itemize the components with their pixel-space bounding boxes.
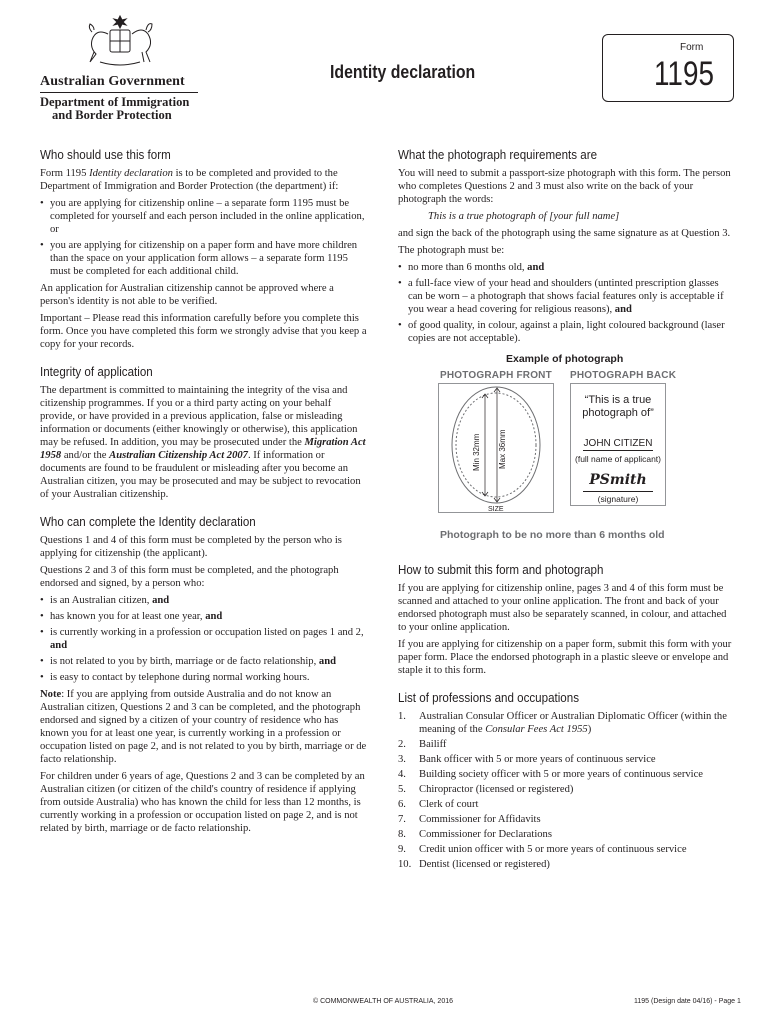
list-item: • is not related to you by birth, marriage or de facto relationship, and (40, 655, 368, 668)
photo-age-note: Photograph to be no more than 6 months old (440, 529, 665, 541)
document-title: Identity declaration (330, 62, 476, 82)
list-item: • a full-face view of your head and shoulders (untinted prescription glasses can be worn – a photograph that shows facial features only is acceptable if you wear a head covering for religious reasons), and (398, 277, 732, 316)
photo-example (398, 353, 732, 549)
size-label: SIZE (488, 506, 504, 513)
who-heading: Who should use this form (40, 148, 171, 162)
back-name-caption: (full name of applicant) (575, 454, 661, 464)
list-item: • is easy to contact by telephone during normal working hours. (40, 671, 368, 684)
list-item: 8. Commissioner for Declarations (398, 829, 552, 840)
list-item: 9. Credit union officer with 5 or more years of continuous service (398, 844, 687, 855)
max-size-label: Max 36mm (498, 429, 507, 469)
photo-req-para-3: The photograph must be: (398, 245, 505, 256)
list-item: • you are applying for citizenship on a paper form and have more children than the space on your application form allows – a separate form 1195 must be completed for each additional child. (40, 239, 368, 278)
department-line-2: and Border Protection (52, 108, 172, 122)
min-size-label: Min 32mm (472, 433, 481, 471)
list-item: • you are applying for citizenship online – a separate form 1195 must be completed for yourself and each person included in the online application, or (40, 197, 368, 236)
government-name: Australian Government (40, 74, 185, 89)
complete-section (40, 515, 368, 835)
photo-front-diagram (438, 383, 554, 513)
who-para-2: An application for Australian citizenship cannot be approved where a person's identity is not able to be verified. (40, 283, 334, 307)
list-item: • is an Australian citizen, and (40, 594, 368, 607)
photo-back-label: PHOTOGRAPH BACK (570, 370, 677, 381)
integrity-section (40, 365, 368, 501)
header-divider (40, 92, 198, 93)
children-paragraph: For children under 6 years of age, Questions 2 and 3 can be completed by an Australian citizen (or citizen of the child's country of residence if applying from outside Australia) who has known the child for less than 12 months, is currently working in a profession or occupation listed on page 2, and is not related by birth, marriage or de facto relationship. (40, 771, 365, 834)
professions-heading: List of professions and occupations (398, 691, 579, 705)
who-intro: Form 1195 Identity declaration is to be completed and provided to the Department of Immigration and Border Protection (the department) if: (40, 168, 339, 192)
list-item: 2. Bailiff (398, 739, 447, 750)
integrity-text: The department is committed to maintaining the integrity of the visa and citizenship programmes. If you or a third party acting on your behalf provide, or have provided in a previous application, false or misleading information or documents (either knowingly or otherwise), this application may be refused. In addition, you may be prosecuted under the Migration Act 1958 and/or the Australian Citizenship Act 2007. If information or documents are found to be fraudulent or misleading after you become an Australian citizen, you may be prosecuted and may be subject to revocation of your Australian citizenship. (40, 385, 366, 500)
footer-page-info: 1195 (Design date 04/16) - Page 1 (634, 998, 741, 1005)
complete-bullets (40, 594, 368, 684)
who-para-3: Important – Please read this information carefully before you complete this form. Once you have completed this form we strongly advise that you keep a copy for your records. (40, 313, 367, 350)
signature-line (583, 491, 653, 492)
submit-heading: How to submit this form and photograph (398, 563, 604, 577)
photo-requirements-section (398, 148, 732, 345)
list-item: 6. Clerk of court (398, 799, 479, 810)
department-name (40, 96, 189, 122)
department-line-1: Department of Immigration (40, 95, 190, 109)
list-item: 10. Dentist (licensed or registered) (398, 859, 550, 870)
complete-heading: Who can complete the Identity declaration (40, 515, 256, 529)
integrity-heading: Integrity of application (40, 365, 153, 379)
photo-back-diagram (570, 383, 666, 506)
list-item: 3. Bank officer with 5 or more years of continuous service (398, 754, 656, 765)
professions-list (398, 710, 732, 871)
name-line (583, 450, 653, 451)
list-item: • of good quality, in colour, against a plain, light coloured background (laser copies are not acceptable). (398, 319, 732, 345)
list-item: • is currently working in a profession or occupation listed on pages 1 and 2, and (40, 626, 368, 652)
photo-req-para-1: You will need to submit a passport-size photograph with this form. The person who completes Questions 2 and 3 must also write on the back of your photograph the words: (398, 168, 731, 205)
list-item: 5. Chiropractor (licensed or registered) (398, 784, 574, 795)
back-signature-caption: (signature) (597, 494, 639, 504)
submit-section (398, 563, 732, 677)
who-section (40, 148, 368, 351)
submit-para-1: If you are applying for citizenship online, pages 3 and 4 of this form must be scanned and attached to your online application. The front and back of your endorsed photograph must also be separately scanned, in colour, and attached to your online application. (398, 583, 727, 633)
submit-para-2: If you are applying for citizenship on a paper form, submit this form with your paper form. Place the endorsed photograph in a plastic sleeve or envelope and staple it to this form. (398, 639, 732, 676)
back-quote-line-2: photograph of” (582, 407, 654, 419)
list-item: 1. Australian Consular Officer or Australian Diplomatic Officer (within the meaning of the Consular Fees Act 1955) (398, 711, 727, 735)
back-name: JOHN CITIZEN (583, 438, 653, 449)
footer-copyright: © COMMONWEALTH OF AUSTRALIA, 2016 (313, 998, 453, 1005)
photo-requirements-heading: What the photograph requirements are (398, 148, 598, 162)
who-bullets (40, 197, 368, 278)
list-item: • has known you for at least one year, and (40, 610, 368, 623)
professions-section (398, 691, 732, 871)
photo-req-quote: This is a true photograph of [your full name] (428, 211, 620, 222)
back-quote (571, 394, 665, 420)
back-quote-line-1: “This is a true (584, 394, 652, 406)
photo-req-bullets (398, 261, 732, 345)
complete-para-2: Questions 2 and 3 of this form must be completed, and the photograph endorsed and signed, by a person who: (40, 565, 339, 589)
back-signature: PSmith (589, 472, 647, 488)
photo-req-para-2: and sign the back of the photograph using the same signature as at Question 3. (398, 228, 731, 239)
note-paragraph: Note: If you are applying from outside Australia and do not know an Australian citizen, Questions 2 and 3 can be completed, and the photograph endorsed and signed by a citizen of your country of residence who has known you for at least one year, is currently working in a profession or occupation listed on page 2, and is not related to you by birth, marriage or de facto relationship. (40, 689, 367, 765)
form-label: Form (680, 42, 704, 53)
coat-of-arms-logo (78, 12, 162, 70)
list-item: 7. Commissioner for Affidavits (398, 814, 541, 825)
complete-para-1: Questions 1 and 4 of this form must be completed by the person who is applying for citizenship (the applicant). (40, 535, 342, 559)
photo-front-label: PHOTOGRAPH FRONT (440, 370, 552, 381)
right-column (398, 148, 732, 874)
form-number: 1195 (654, 55, 714, 93)
list-item: 4. Building society officer with 5 or more years of continuous service (398, 769, 703, 780)
photo-example-title: Example of photograph (506, 353, 624, 365)
left-column (40, 148, 368, 839)
list-item: • no more than 6 months old, and (398, 261, 732, 274)
